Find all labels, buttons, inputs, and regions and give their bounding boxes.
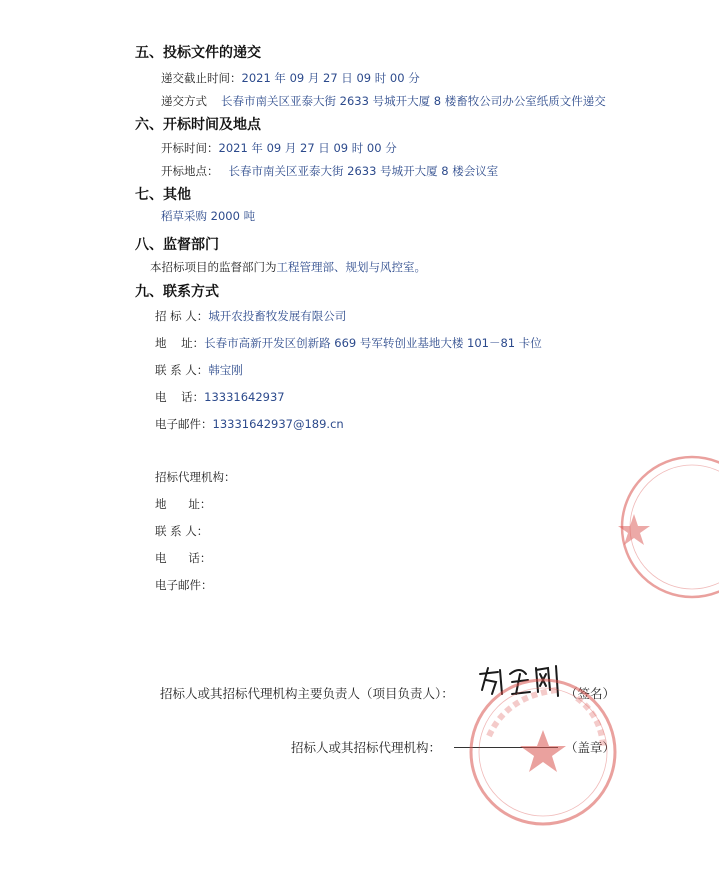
company-seal-partial-icon bbox=[612, 452, 719, 602]
method-value: 长春市南关区亚泰大街 2633 号城开大厦 8 楼畜牧公司办公室纸质文件递交 bbox=[221, 94, 606, 108]
org-suffix: （盖章） bbox=[565, 740, 616, 755]
signer-label: 招标人或其招标代理机构主要负责人（项目负责人）： bbox=[160, 686, 454, 701]
address-label: 地 址： bbox=[155, 336, 205, 350]
section7-heading: 七、其他 bbox=[135, 187, 191, 203]
address-value: 长春市高新开发区创新路 669 号军转创业基地大楼 101－81 卡位 bbox=[204, 336, 542, 350]
tenderer-row bbox=[155, 308, 346, 324]
method-row bbox=[161, 93, 606, 109]
agency-contact-label: 联 系 人： bbox=[155, 524, 209, 538]
open-time-value: 2021 年 09 月 27 日 09 时 00 分 bbox=[218, 141, 397, 155]
open-time-label: 开标时间： bbox=[161, 141, 219, 155]
email-value: 13331642937@189.cn bbox=[212, 417, 344, 431]
deadline-label: 递交截止时间： bbox=[161, 71, 242, 85]
contact-value: 韩宝刚 bbox=[208, 363, 243, 377]
phone-value: 13331642937 bbox=[204, 390, 285, 404]
supervision-prefix: 本招标项目的监督部门为 bbox=[150, 260, 277, 274]
supervision-row bbox=[150, 259, 426, 275]
company-seal-icon bbox=[467, 676, 619, 828]
open-place-label: 开标地点： bbox=[161, 164, 219, 178]
email-label: 电子邮件： bbox=[155, 417, 213, 431]
address-row bbox=[155, 335, 542, 351]
signer-suffix: （签名） bbox=[565, 686, 616, 701]
agency-address-label: 地 址： bbox=[155, 497, 212, 511]
other-content: 稻草采购 2000 吨 bbox=[161, 209, 256, 223]
contact-row bbox=[155, 362, 243, 378]
deadline-row bbox=[161, 70, 420, 86]
phone-label: 电 话： bbox=[155, 390, 205, 404]
agency-label: 招标代理机构： bbox=[155, 470, 236, 484]
supervision-value: 工程管理部、规划与风控室。 bbox=[276, 260, 426, 274]
section5-heading: 五、投标文件的递交 bbox=[135, 45, 261, 61]
tenderer-value: 城开农投畜牧发展有限公司 bbox=[208, 309, 347, 323]
contact-label: 联 系 人： bbox=[155, 363, 209, 377]
open-place-row bbox=[161, 163, 498, 179]
tenderer-label: 招 标 人： bbox=[155, 309, 209, 323]
agency-phone-label: 电 话： bbox=[155, 551, 212, 565]
email-row bbox=[155, 416, 344, 432]
method-label: 递交方式 bbox=[161, 94, 207, 108]
org-label: 招标人或其招标代理机构： bbox=[291, 740, 442, 755]
section8-heading: 八、监督部门 bbox=[135, 237, 219, 253]
open-place-value: 长春市南关区亚泰大街 2633 号城开大厦 8 楼会议室 bbox=[228, 164, 499, 178]
section6-heading: 六、开标时间及地点 bbox=[135, 117, 261, 133]
open-time-row bbox=[161, 140, 397, 156]
deadline-value: 2021 年 09 月 27 日 09 时 00 分 bbox=[241, 71, 420, 85]
section9-heading: 九、联系方式 bbox=[135, 284, 219, 300]
agency-email-label: 电子邮件： bbox=[155, 578, 213, 592]
phone-row bbox=[155, 389, 285, 405]
